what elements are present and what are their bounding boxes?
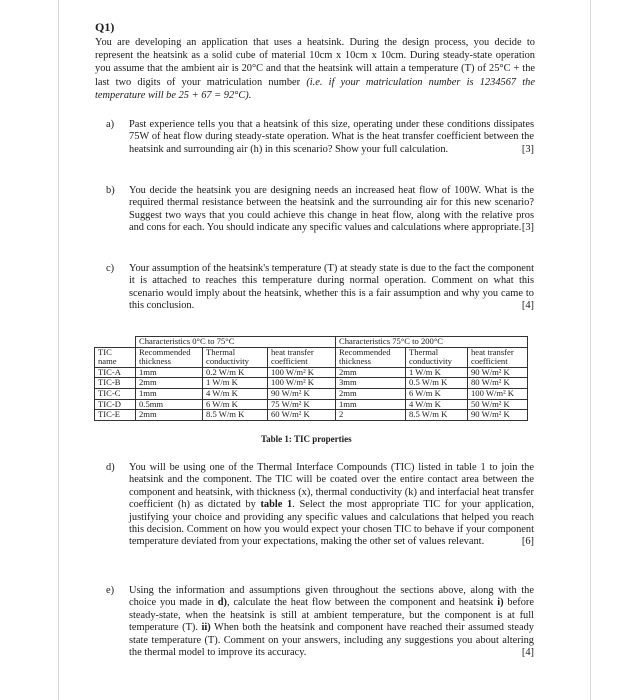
- table-cell: 1mm: [136, 367, 203, 378]
- table-cell: 0.5 W/m K: [406, 378, 468, 389]
- column-header-conductivity: Thermal conductivity: [406, 347, 468, 367]
- table-cell: 90 W/m² K: [468, 367, 528, 378]
- table-reference: table 1: [260, 499, 293, 511]
- table-cell: TIC-D: [95, 399, 136, 410]
- table-cell: 75 W/m² K: [268, 399, 336, 410]
- part-a: [106, 119, 534, 156]
- table-column-header-row: [95, 347, 528, 367]
- table-cell: TIC-B: [95, 378, 136, 389]
- part-d: [106, 462, 534, 549]
- column-header-coefficient: heat transfer coefficient: [268, 347, 336, 367]
- column-header-coefficient: heat transfer coefficient: [468, 347, 528, 367]
- column-header-thickness: Recommended thickness: [136, 347, 203, 367]
- part-letter: c): [106, 263, 115, 274]
- table-cell: 2: [336, 410, 406, 421]
- table-cell: 6 W/m K: [406, 388, 468, 399]
- table-cell: 2mm: [336, 388, 406, 399]
- table-row: [95, 410, 528, 421]
- intro-line-4-italic: (i.e. if your matriculation number: [306, 76, 461, 88]
- table-row: [95, 388, 528, 399]
- part-marks: [4]: [521, 300, 534, 312]
- intro-line-5-italic: is 1234567 the temperature will be 25 + 67 = 92°C).: [95, 76, 535, 101]
- part-marks: [3]: [521, 143, 534, 155]
- intro-line-3: operation you assume that the ambient air is 20°C and that the heatsink will attain a temperature: [95, 50, 535, 75]
- table-cell: 50 W/m² K: [468, 399, 528, 410]
- page-edge-right: [590, 0, 591, 700]
- table-cell: 100 W/m² K: [268, 378, 336, 389]
- column-header-name: TIC name: [95, 347, 136, 367]
- table-group-header-row: [95, 337, 528, 348]
- table-cell: 1 W/m K: [406, 367, 468, 378]
- part-text: Using the information and assumptions given throughout the sections above, along with the choice you made in d), calculate the heat flow between the component and heatsink i) before steady-state, when the heatsink is still at ambient temperature, but the component is at full temperature (T). ii) When both the heatsink and component have reached their assumed steady state temperature (T). Comment on your answers, including any suggestions you about altering the thermal model to improve its accuracy.: [129, 585, 534, 659]
- table-cell: 8.5 W/m K: [406, 410, 468, 421]
- intro-line-4: (T) of 25°C + the last two digits of your matriculation number: [95, 63, 535, 88]
- table-cell: TIC-A: [95, 367, 136, 378]
- table-row: [95, 399, 528, 410]
- part-letter: b): [106, 185, 115, 196]
- table-cell: 0.5mm: [136, 399, 203, 410]
- table-caption: Table 1: TIC properties: [261, 434, 352, 444]
- table-group-header-high: Characteristics 75°C to 200°C: [336, 337, 528, 348]
- part-text: You will be using one of the Thermal Interface Compounds (TIC) listed in table 1 to join the heatsink and the component. The TIC will be coated over the entire contact area between the component and heatsink, with thickness (x), thermal conductivity (k) and interfacial heat transfer coefficient (h) as dictated by table 1. Select the most appropriate TIC for your application, justifying your choice and providing any specific values and calculations that helped you reach this decision. Comment on how you would expect your chosen TIC to behave if your component temperature deviated from your expectations, making the other set of values relevant.: [129, 462, 534, 548]
- intro-line-2: to represent the heatsink as a solid cube of material 10cm x 10cm x 10cm. During steady-state: [95, 37, 535, 62]
- table-cell: 80 W/m² K: [468, 378, 528, 389]
- table-cell: TIC-C: [95, 388, 136, 399]
- part-b: [106, 185, 534, 235]
- part-e: [106, 585, 534, 659]
- part-text: You decide the heatsink you are designing needs an increased heat flow of 100W. What is the required thermal resistance between the heatsink and the surrounding air for this new scenario? Suggest two ways that you could achieve this change in heat flow, along with the relative pros and cons for each. You should indicate any specific values and calculations where appropriate.: [129, 185, 534, 234]
- part-text: Past experience tells you that a heatsink of this size, operating under these conditions dissipates 75W of heat flow during steady-state operation. What is the heat transfer coefficient between the heatsink and surrounding air (h) in this scenario? Show your full calculation.: [129, 119, 534, 155]
- tic-properties-table: [94, 336, 528, 421]
- column-header-conductivity: Thermal conductivity: [203, 347, 268, 367]
- table-cell: 2mm: [136, 378, 203, 389]
- part-marks: [4]: [521, 647, 534, 659]
- table-cell: 100 W/m² K: [468, 388, 528, 399]
- table-cell: 0.2 W/m K: [203, 367, 268, 378]
- table-cell: 1 W/m K: [203, 378, 268, 389]
- part-text: Your assumption of the heatsink's temperature (T) at steady state is due to the fact the component it is attached to reaches this temperature during normal operation. Comment on what this scenario would imply about the heatsink, whether this is a fair assumption and why you came to this conclusion.: [129, 263, 534, 312]
- page-edge-left: [58, 0, 59, 700]
- part-letter: e): [106, 585, 115, 596]
- table-cell: 4 W/m K: [203, 388, 268, 399]
- intro-line-1: You are developing an application that uses a heatsink. During the design process, you decide: [95, 37, 522, 48]
- part-marks: [6]: [521, 536, 534, 548]
- table-cell: 2mm: [336, 367, 406, 378]
- table-row: [95, 378, 528, 389]
- table-cell: 90 W/m² K: [468, 410, 528, 421]
- table-cell: 100 W/m² K: [268, 367, 336, 378]
- table-cell: TIC-E: [95, 410, 136, 421]
- table-cell: 2mm: [136, 410, 203, 421]
- table-cell: 60 W/m² K: [268, 410, 336, 421]
- table-cell: 6 W/m K: [203, 399, 268, 410]
- part-letter: a): [106, 119, 115, 130]
- part-c: [106, 263, 534, 313]
- part-marks: [3]: [521, 222, 534, 234]
- part-letter: d): [106, 462, 115, 473]
- table-cell: 1mm: [336, 399, 406, 410]
- table-group-header-low: Characteristics 0°C to 75°C: [136, 337, 336, 348]
- table-cell: 90 W/m² K: [268, 388, 336, 399]
- table-cell: 1mm: [136, 388, 203, 399]
- table-cell: 3mm: [336, 378, 406, 389]
- table-cell: 4 W/m K: [406, 399, 468, 410]
- table-corner-cell: [95, 337, 136, 348]
- question-number: Q1): [95, 20, 115, 34]
- question-intro: [95, 36, 535, 102]
- table-row: [95, 367, 528, 378]
- column-header-thickness: Recommended thickness: [336, 347, 406, 367]
- table-cell: 8.5 W/m K: [203, 410, 268, 421]
